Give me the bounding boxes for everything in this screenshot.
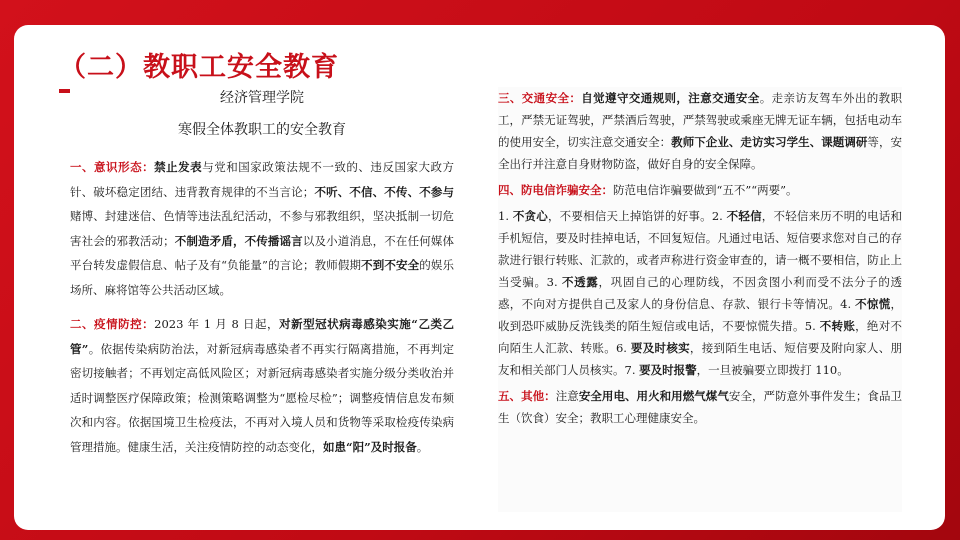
body-text: 。走亲访友驾车外出的教职工，严禁无证驾驶，严禁酒后驾驶，严禁驾驶或乘座无牌无证车辆，包括电动车的使用安全，切实注意交通安全： [498,91,903,149]
body-text: ，巩固自己的心理防线，不因贪图小利而受不法分子的透惑，不向对方提供自己及家人的身份信息、存款、银行卡等情况。4. [498,275,903,311]
emphasis-text: 禁止发表 [154,160,203,174]
emphasis-text: 如患“阳”及时报备 [323,439,417,454]
body-text: ，收到恐吓威胁反洗钱类的陌生短信或电话，不要惊慌失措。5. [498,297,903,333]
doc-section [498,179,902,201]
body-text: ，接到陌生电话、短信要及附向家人、朋友和相关部门人员核实。7. [498,341,902,377]
emphasis-text: 不惊慌 [855,297,891,311]
emphasis-text: 不到不安全 [361,258,420,272]
left-sections [70,155,454,459]
body-text: 等，安全出行并注意自身财物防盗，做好自身的安全保障。 [498,135,903,171]
section-heading: 五、其他： [498,389,556,403]
doc-subject-heading: 寒假全体教职工的安全教育 [178,122,346,138]
emphasis-text: 要及时核实 [630,341,690,355]
emphasis-text: 要及时报警 [639,363,697,377]
body-text: 2023 年 1 月 8 日起， [154,317,280,331]
emphasis-text: 不听、不信、不传、不参与 [314,184,454,199]
doc-section [70,155,454,302]
doc-section [498,385,902,429]
body-text: 1. [498,209,513,223]
body-text: 。 [416,439,429,454]
emphasis-text: 对新型冠状病毒感染实施“乙类乙管” [70,317,454,356]
doc-section [498,87,902,175]
body-text: 防范电信诈骗要做到“五不”“两要”。 [613,183,798,197]
page-title: （二）教职工安全教育 [59,45,339,93]
emphasis-text: 安全用电、用火和用燃气煤气 [578,389,729,403]
body-text: 以及小道消息，不在任何媒体平台转发虚假信息、帖子及有“负能量”的言论；教师假期 [70,233,454,272]
emphasis-text: 不透露 [561,275,599,289]
left-document-image [70,83,454,525]
body-text: 与党和国家政策法规不一致的、违反国家大政方针、破坏稳定团结、违背教育规律的不当言论； [70,160,455,199]
emphasis-text: 不轻信 [726,209,762,223]
right-sections [498,87,902,429]
body-text: ，绝对不向陌生人汇款、转账。6. [498,319,903,355]
slide-card [14,25,945,530]
body-text: ，不轻信来历不明的电话和手机短信，要及时挂掉电话，不回复短信。凡通过电话、短信要求您对自己的存款进行银行转账、汇款的，或者声称进行资金审查的，请一概不要相信，防止上当受骗。3. [498,209,903,289]
doc-section [498,205,902,381]
emphasis-text: 不转账 [819,319,856,333]
doc-section [70,312,454,459]
section-heading: 四、防电信诈骗安全： [498,183,613,197]
body-text: 的娱乐场所、麻将馆等公共活动区域。 [70,258,455,297]
section-heading: 三、交通安全： [498,91,582,105]
emphasis-text: 不贪心 [512,209,548,223]
body-text: ，不要相信天上掉馅饼的好事。2. [547,209,727,223]
doc-org-heading: 经济管理学院 [220,90,304,106]
emphasis-text: 自觉遵守交通规则，注意交通安全 [581,91,760,105]
body-text: 安全，严防意外事件发生；食品卫生（饮食）安全；教职工心理健康安全。 [498,389,903,425]
body-text: 。依据传染病防治法，对新冠病毒感染者不再实行隔离措施，不再判定密切接触者；不再划定高低风险区；对新冠病毒感染者实施分级分类收治并适时调整医疗保障政策；检测策略调整为“愿检尽检”；调整疫情信息发布频次和内容。依据国境卫生检疫法，不再对入境人员和货物等采取检疫传染病管理措施。健康生活，关注疫情防控的动态变化， [70,341,455,454]
emphasis-text: 不制造矛盾，不传播谣言 [174,233,303,248]
emphasis-text: 教师下企业、走访实习学生、课题调研 [671,135,868,149]
body-text: 赌博、封建迷信、色情等违法乱纪活动，不参与邪教组织，坚决抵制一切危害社会的邪教活动； [70,209,454,248]
section-heading: 二、疫情防控： [70,317,155,331]
section-heading: 一、意识形态： [70,160,155,174]
body-text: 注意 [555,389,579,403]
right-document-image [498,87,902,512]
body-text: ，一旦被骗要立即拨打 110。 [696,363,849,377]
